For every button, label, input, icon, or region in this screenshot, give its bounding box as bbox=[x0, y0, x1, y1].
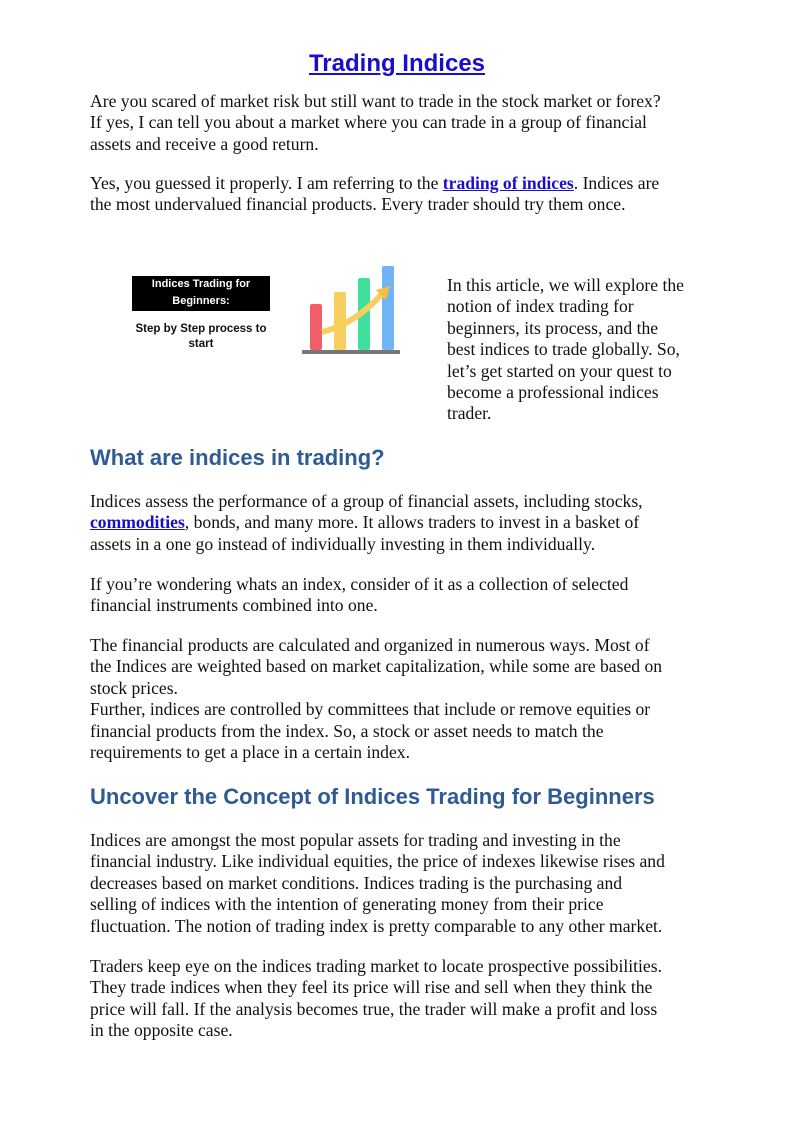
text-line: stock prices. bbox=[90, 677, 178, 698]
intro-paragraph-2 bbox=[90, 173, 720, 216]
section2-paragraph-2 bbox=[90, 956, 720, 1042]
banner-subtitle: Step by Step process to start bbox=[135, 323, 267, 350]
page-title[interactable] bbox=[0, 50, 794, 78]
section1-paragraph-2 bbox=[90, 574, 720, 617]
text-line: let’s get started on your quest to bbox=[447, 360, 672, 381]
text-line: assets in a one go instead of individually investing in them individually. bbox=[90, 533, 596, 554]
text-line: selling of indices with the intention of generating money from their price bbox=[90, 894, 604, 915]
text: . Indices are bbox=[573, 173, 660, 193]
section-heading: What are indices in trading? bbox=[90, 445, 385, 470]
text-line: decreases based on market conditions. Indices trading is the purchasing and bbox=[90, 872, 623, 893]
text: , bonds, and many more. It allows traders to invest in a basket of bbox=[184, 512, 640, 533]
text-line: requirements to get a place in a certain index. bbox=[90, 742, 410, 763]
text-line: notion of index trading for bbox=[447, 296, 634, 317]
banner-tag: Indices Trading for Beginners: bbox=[132, 276, 270, 311]
section-heading: Uncover the Concept of Indices Trading for Beginners bbox=[90, 784, 655, 809]
text-line: Further, indices are controlled by committees that include or remove equities or bbox=[90, 699, 651, 720]
text-line: Indices assess the performance of a group of financial assets, including stocks, bbox=[90, 491, 643, 511]
text-line: Traders keep eye on the indices trading market to locate prospective possibilities. bbox=[90, 956, 662, 976]
text-line: in the opposite case. bbox=[90, 1020, 233, 1041]
section2-paragraph-1 bbox=[90, 830, 720, 937]
section1-paragraph-1 bbox=[90, 491, 720, 555]
bar-chart-growth-icon bbox=[300, 262, 404, 356]
text-line: If you’re wondering whats an index, consider of it as a collection of selected bbox=[90, 574, 629, 594]
text-line: Are you scared of market risk but still want to trade in the stock market or forex? bbox=[90, 91, 661, 111]
text-line: financial instruments combined into one. bbox=[90, 595, 378, 616]
text-line: If yes, I can tell you about a market where you can trade in a group of financial bbox=[90, 112, 647, 133]
text-line: become a professional indices bbox=[447, 382, 659, 403]
text-line: beginners, its process, and the bbox=[447, 317, 659, 338]
bar-red bbox=[310, 304, 322, 350]
text-line: The financial products are calculated and organized in numerous ways. Most of bbox=[90, 635, 650, 655]
intro-paragraph-1 bbox=[90, 91, 720, 155]
text-line: They trade indices when they feel its price will rise and sell when they think the bbox=[90, 977, 653, 998]
text-line: best indices to trade globally. So, bbox=[447, 339, 680, 360]
growth-arrow bbox=[322, 294, 382, 332]
chart-base bbox=[302, 350, 400, 354]
text-line: In this article, we will explore the bbox=[447, 275, 684, 295]
text-line: financial industry. Like individual equities, the price of indexes likewise rises and bbox=[90, 851, 665, 872]
aside-paragraph bbox=[447, 275, 717, 425]
text-line: the Indices are weighted based on market capitalization, while some are based on bbox=[90, 656, 663, 677]
text: Yes, you guessed it properly. I am referring to the bbox=[90, 173, 443, 193]
text-line: trader. bbox=[447, 403, 492, 424]
text-line: financial products from the index. So, a stock or asset needs to match the bbox=[90, 720, 604, 741]
commodities-link[interactable]: commodities bbox=[90, 512, 185, 533]
text-line: assets and receive a good return. bbox=[90, 133, 319, 154]
text-line: fluctuation. The notion of trading index is pretty comparable to any other market. bbox=[90, 915, 663, 936]
section1-paragraph-3 bbox=[90, 635, 720, 763]
title-link[interactable]: Trading Indices bbox=[308, 50, 486, 77]
text-line: Indices are amongst the most popular assets for trading and investing in the bbox=[90, 830, 621, 850]
bar-blue bbox=[382, 266, 394, 350]
text-line: the most undervalued financial products. Every trader should try them once. bbox=[90, 194, 626, 215]
article-banner-image bbox=[122, 258, 412, 358]
text-line: price will fall. If the analysis becomes true, the trader will make a profit and loss bbox=[90, 998, 658, 1019]
trading-of-indices-link[interactable]: trading of indices bbox=[442, 173, 574, 193]
